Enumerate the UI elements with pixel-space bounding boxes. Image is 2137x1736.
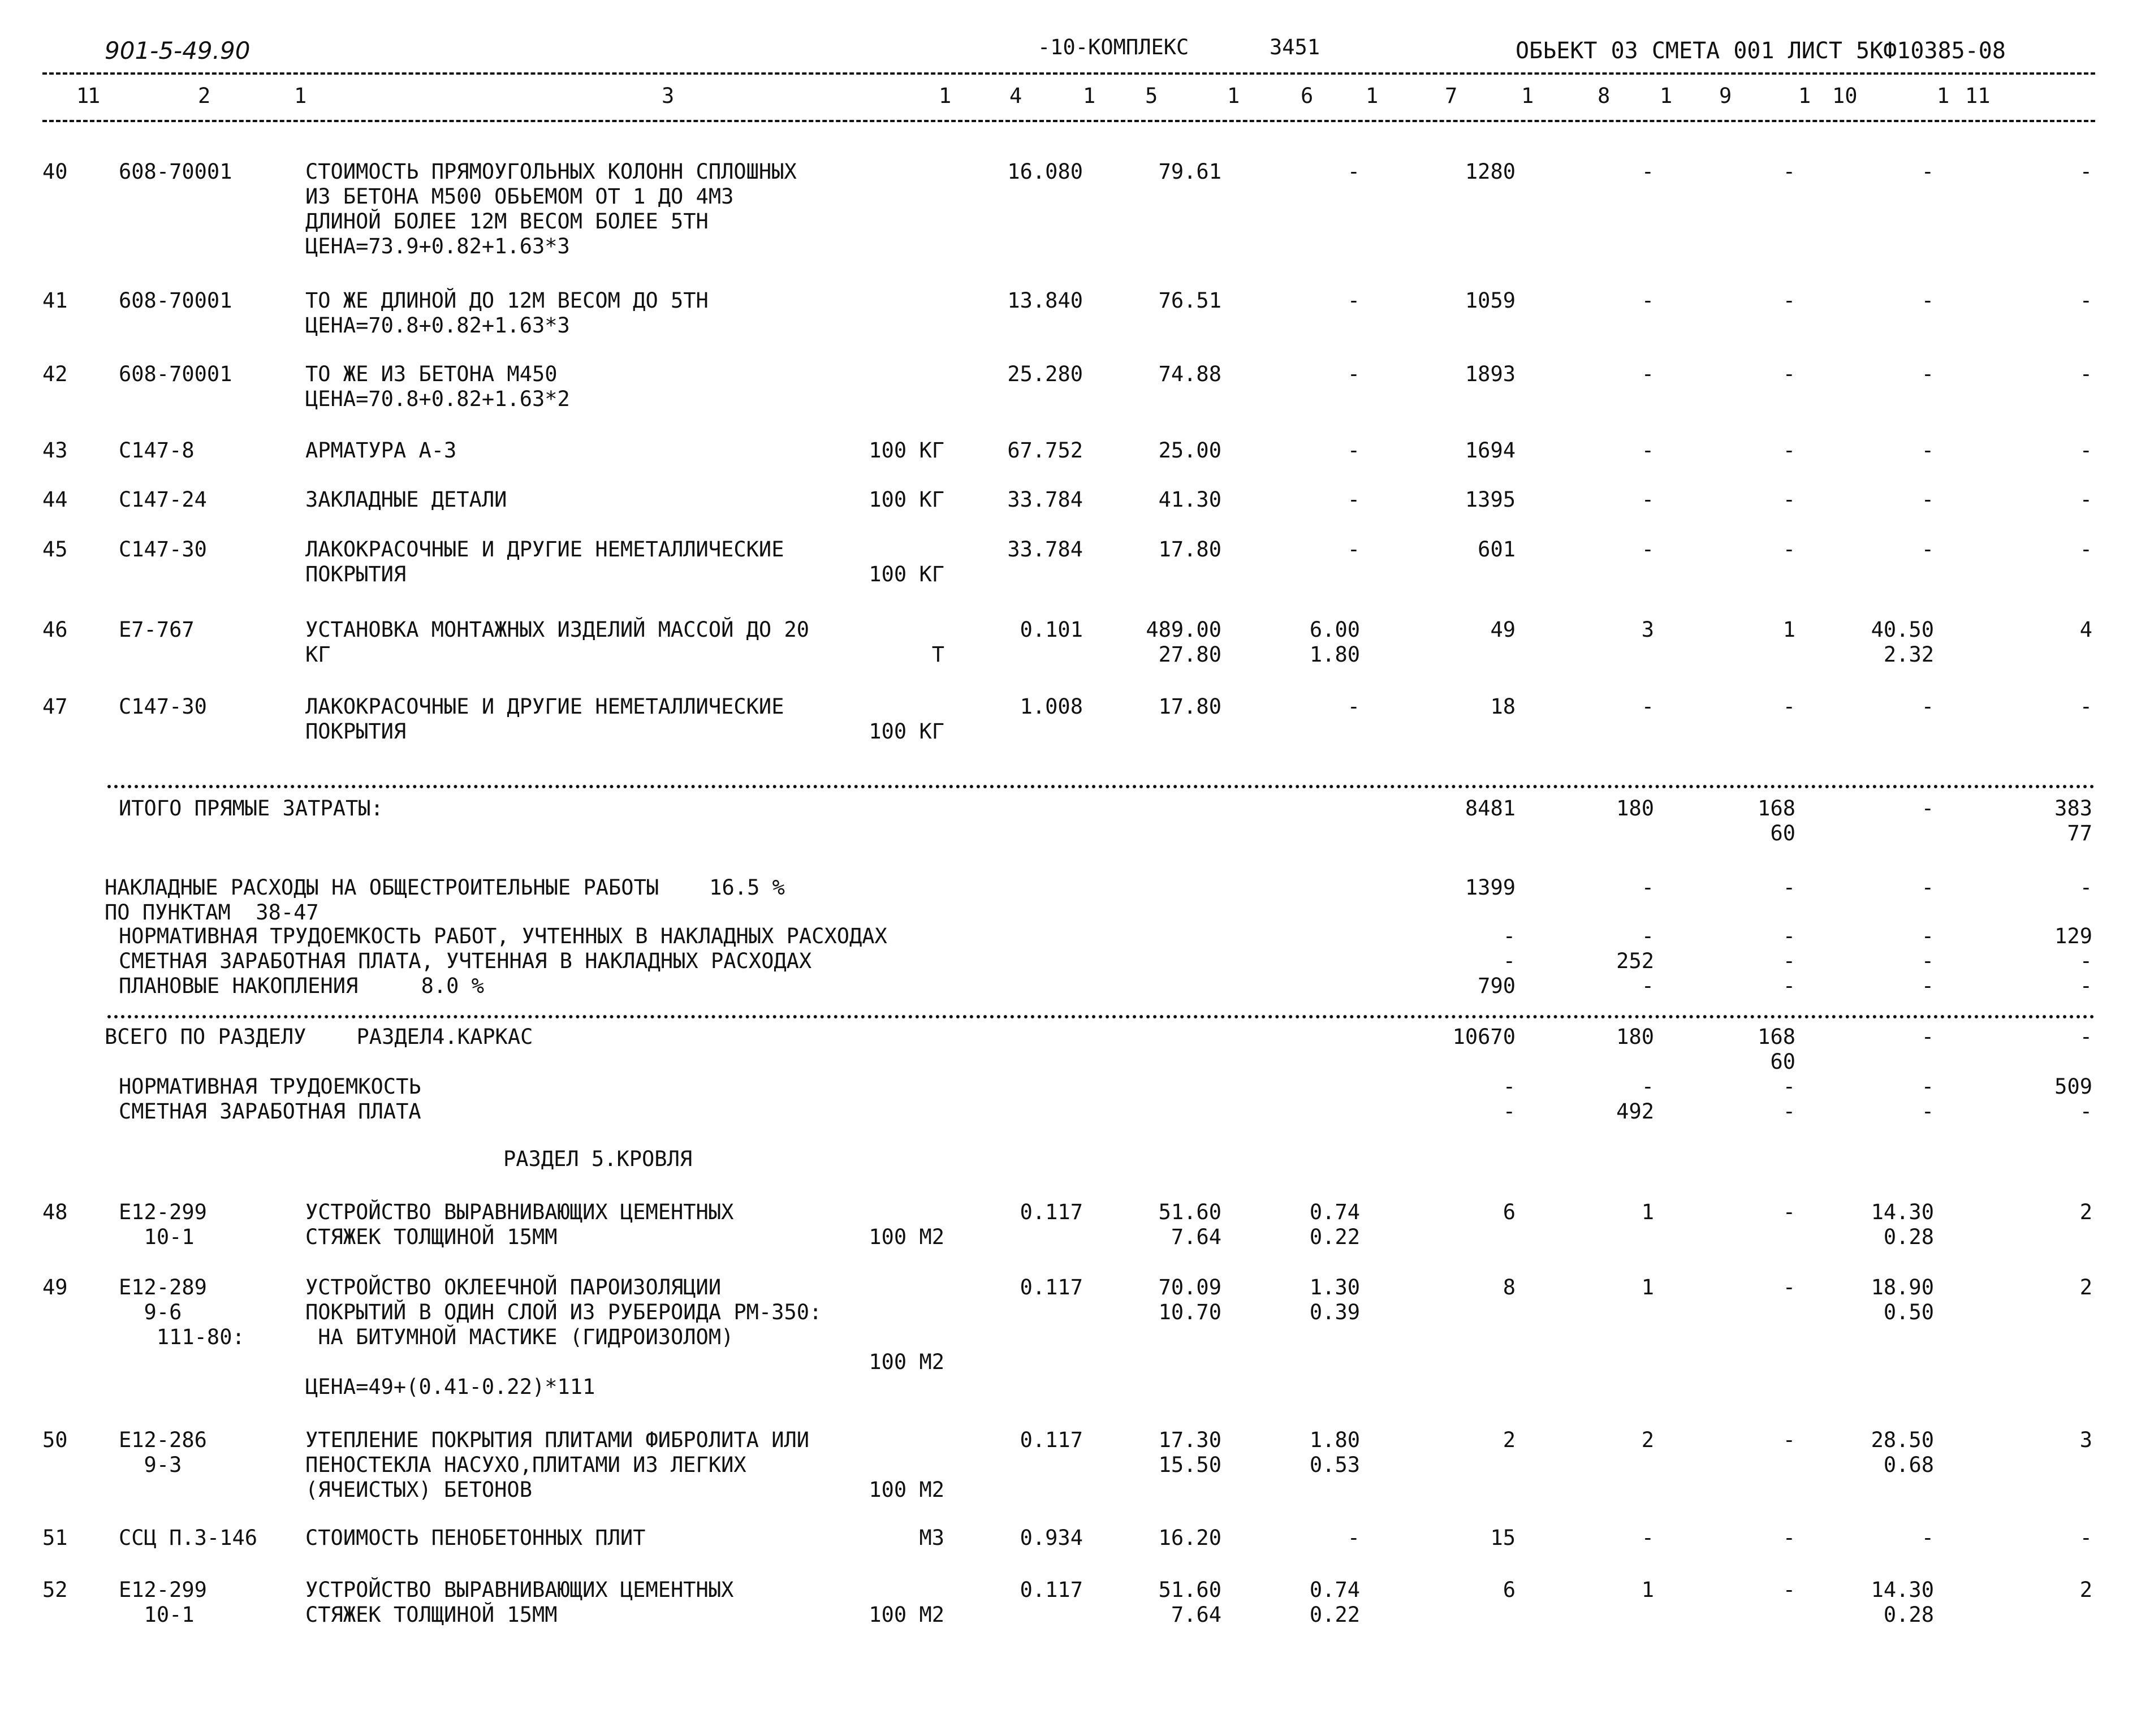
total-section-total-c8: 180 bbox=[1616, 1025, 1654, 1049]
row-value-c4: 0.934 bbox=[1020, 1526, 1083, 1550]
row-value-c9: - bbox=[1782, 438, 1795, 463]
row-value-c5: 25.00 bbox=[1158, 438, 1221, 463]
row-value-c6: 0.74 0.22 bbox=[1309, 1200, 1360, 1249]
row-value-c8: - bbox=[1641, 694, 1654, 719]
row-unit: 100 КГ bbox=[869, 487, 944, 512]
row-value-c5: 16.20 bbox=[1158, 1526, 1221, 1550]
row-value-c7: 2 bbox=[1503, 1428, 1516, 1452]
col-header-4: 4 bbox=[1009, 84, 1022, 108]
row-code: Е12-299 10-1 bbox=[119, 1578, 207, 1627]
row-value-c5: 489.00 27.80 bbox=[1146, 617, 1221, 667]
col-header-8: 8 bbox=[1598, 84, 1611, 108]
col-header-7: 7 bbox=[1445, 84, 1458, 108]
row-code: Е12-286 9-3 bbox=[119, 1428, 207, 1477]
row-code: ССЦ П.3-146 bbox=[119, 1526, 258, 1550]
row-description: ЛАКОКРАСОЧНЫЕ И ДРУГИЕ НЕМЕТАЛЛИЧЕСКИЕ ПОКРЫТИЯ bbox=[305, 537, 784, 586]
row-value-c10: 14.30 0.28 bbox=[1871, 1200, 1934, 1249]
dotted-rule-2 bbox=[107, 1015, 2095, 1018]
total-section-total-c9: 168 60 bbox=[1758, 1025, 1795, 1074]
total-section-total-c11: - bbox=[2079, 1025, 2092, 1049]
row-value-c5: 79.61 bbox=[1158, 159, 1221, 184]
row-description: СТОИМОСТЬ ПЕНОБЕТОННЫХ ПЛИТ bbox=[305, 1526, 646, 1550]
row-code: С147-30 bbox=[119, 694, 207, 719]
row-unit: 100 КГ bbox=[869, 438, 944, 463]
row-value-c9: - bbox=[1782, 362, 1795, 386]
row-unit: 100 КГ bbox=[869, 719, 944, 744]
row-number: 50 bbox=[42, 1428, 68, 1452]
total-overhead-c7: 1399 bbox=[1465, 875, 1516, 900]
row-value-c7: 6 bbox=[1503, 1578, 1516, 1602]
row-unit: 100 М2 bbox=[869, 1225, 944, 1249]
row-value-c11: 2 bbox=[2079, 1578, 2092, 1602]
row-unit: М3 bbox=[919, 1526, 944, 1550]
row-value-c5: 51.60 7.64 bbox=[1158, 1578, 1221, 1627]
row-value-c11: 2 bbox=[2079, 1275, 2092, 1299]
row-value-c8: - bbox=[1641, 362, 1654, 386]
row-unit: 100 М2 bbox=[869, 1350, 944, 1374]
col-header-2: 2 bbox=[198, 84, 211, 108]
row-value-c9: - bbox=[1782, 1275, 1795, 1299]
total-overhead-c9: - bbox=[1782, 875, 1795, 900]
col-header-5: 5 bbox=[1145, 84, 1158, 108]
row-description: АРМАТУРА А-3 bbox=[305, 438, 457, 463]
row-value-c11: - bbox=[2079, 362, 2092, 386]
row-description: ЛАКОКРАСОЧНЫЕ И ДРУГИЕ НЕМЕТАЛЛИЧЕСКИЕ ПОКРЫТИЯ bbox=[305, 694, 784, 744]
total-wage-label: СМЕТНАЯ ЗАРАБОТНАЯ ПЛАТА, УЧТЕННАЯ В НАКЛАДНЫХ РАСХОДАХ bbox=[119, 949, 812, 973]
row-value-c4: 0.117 bbox=[1020, 1578, 1083, 1602]
row-value-c4: 13.840 bbox=[1007, 288, 1083, 313]
row-code: С147-30 bbox=[119, 537, 207, 562]
row-value-c10: 18.90 0.50 bbox=[1871, 1275, 1934, 1324]
col-sep: 1 bbox=[294, 84, 307, 108]
row-value-c6: 1.80 0.53 bbox=[1309, 1428, 1360, 1477]
row-value-c4: 0.101 bbox=[1020, 617, 1083, 642]
row-number: 40 bbox=[42, 159, 68, 184]
col-sep: 1 bbox=[1521, 84, 1534, 108]
row-unit: 100 КГ bbox=[869, 562, 944, 586]
row-value-c4: 33.784 bbox=[1007, 537, 1083, 562]
row-value-c9: - bbox=[1782, 1428, 1795, 1452]
row-value-c9: - bbox=[1782, 487, 1795, 512]
row-value-c7: 1395 bbox=[1465, 487, 1516, 512]
row-value-c4: 16.080 bbox=[1007, 159, 1083, 184]
total-planned-c10: - bbox=[1921, 974, 1934, 998]
row-value-c9: - bbox=[1782, 537, 1795, 562]
total-overhead-c11: - bbox=[2079, 875, 2092, 900]
col-header-6: 6 bbox=[1301, 84, 1314, 108]
total-section-labor-label: НОРМАТИВНАЯ ТРУДОЕМКОСТЬ СМЕТНАЯ ЗАРАБОТНАЯ ПЛАТА bbox=[119, 1074, 421, 1124]
row-number: 48 bbox=[42, 1200, 68, 1224]
row-value-c8: - bbox=[1641, 438, 1654, 463]
col-sep: 1 bbox=[1227, 84, 1240, 108]
total-section-labor-c8: - 492 bbox=[1616, 1074, 1654, 1124]
row-number: 49 bbox=[42, 1275, 68, 1299]
row-value-c10: - bbox=[1921, 537, 1934, 562]
total-section-labor-c9: - - bbox=[1782, 1074, 1795, 1124]
row-value-c8: - bbox=[1641, 159, 1654, 184]
total-planned-c7: 790 bbox=[1478, 974, 1516, 998]
row-value-c10: - bbox=[1921, 288, 1934, 313]
total-planned-label: ПЛАНОВЫЕ НАКОПЛЕНИЯ 8.0 % bbox=[119, 974, 485, 998]
row-value-c8: 1 bbox=[1641, 1275, 1654, 1299]
col-header-1: 1 bbox=[76, 84, 89, 108]
total-wage-c10: - bbox=[1921, 949, 1934, 973]
total-wage-c7: - bbox=[1503, 949, 1516, 973]
total-direct-c9: 168 60 bbox=[1758, 796, 1795, 845]
row-value-c8: - bbox=[1641, 288, 1654, 313]
complex-number: 3451 bbox=[1270, 35, 1320, 59]
row-value-c6: 1.30 0.39 bbox=[1309, 1275, 1360, 1324]
document-code: 901-5-49.90 bbox=[105, 37, 251, 64]
row-value-c8: 1 bbox=[1641, 1578, 1654, 1602]
row-code: Е12-289 9-6 111-80: bbox=[119, 1275, 245, 1349]
row-value-c6: - bbox=[1347, 694, 1360, 719]
total-norm-labor-c7: - bbox=[1503, 924, 1516, 948]
row-value-c7: 601 bbox=[1478, 537, 1516, 562]
row-number: 52 bbox=[42, 1578, 68, 1602]
total-wage-c11: - bbox=[2079, 949, 2092, 973]
row-value-c10: - bbox=[1921, 159, 1934, 184]
row-value-c6: 6.00 1.80 bbox=[1309, 617, 1360, 667]
total-section-total-c10: - bbox=[1921, 1025, 1934, 1049]
row-value-c10: - bbox=[1921, 694, 1934, 719]
row-value-c8: - bbox=[1641, 1526, 1654, 1550]
header-rule-top bbox=[42, 72, 2095, 75]
total-wage-c9: - bbox=[1782, 949, 1795, 973]
row-value-c5: 51.60 7.64 bbox=[1158, 1200, 1221, 1249]
row-value-c9: 1 bbox=[1782, 617, 1795, 642]
row-value-c11: 2 bbox=[2079, 1200, 2092, 1224]
row-value-c5: 76.51 bbox=[1158, 288, 1221, 313]
total-section-labor-c11: 509 - bbox=[2054, 1074, 2092, 1124]
row-code: Е7-767 bbox=[119, 617, 195, 642]
row-code: Е12-299 10-1 bbox=[119, 1200, 207, 1249]
row-code: 608-70001 bbox=[119, 159, 232, 184]
row-code: С147-8 bbox=[119, 438, 195, 463]
row-value-c6: - bbox=[1347, 288, 1360, 313]
row-value-c4: 0.117 bbox=[1020, 1428, 1083, 1452]
row-code: 608-70001 bbox=[119, 288, 232, 313]
total-section-labor-c7: - - bbox=[1503, 1074, 1516, 1124]
row-description: УТЕПЛЕНИЕ ПОКРЫТИЯ ПЛИТАМИ ФИБРОЛИТА ИЛИ ПЕНОСТЕКЛА НАСУХО,ПЛИТАМИ ИЗ ЛЕГКИХ (ЯЧЕИСТЫХ) БЕТОНОВ bbox=[305, 1428, 810, 1502]
row-value-c5: 74.88 bbox=[1158, 362, 1221, 386]
row-value-c10: - bbox=[1921, 487, 1934, 512]
col-header-11: 11 bbox=[1965, 84, 1991, 108]
row-number: 46 bbox=[42, 617, 68, 642]
row-value-c11: - bbox=[2079, 694, 2092, 719]
col-header-3: 3 bbox=[662, 84, 675, 108]
total-overhead-c8: - bbox=[1641, 875, 1654, 900]
row-value-c10: - bbox=[1921, 1526, 1934, 1550]
row-value-c4: 1.008 bbox=[1020, 694, 1083, 719]
row-value-c11: - bbox=[2079, 288, 2092, 313]
row-value-c9: - bbox=[1782, 1200, 1795, 1224]
row-value-c9: - bbox=[1782, 1526, 1795, 1550]
col-sep: 1 bbox=[1937, 84, 1950, 108]
row-value-c11: 3 bbox=[2079, 1428, 2092, 1452]
row-number: 47 bbox=[42, 694, 68, 719]
row-description: СТОИМОСТЬ ПРЯМОУГОЛЬНЫХ КОЛОНН СПЛОШНЫХ ИЗ БЕТОНА М500 ОБЬЕМОМ ОТ 1 ДО 4М3 ДЛИНОЙ БОЛЕЕ 12М ВЕСОМ БОЛЕЕ 5ТН ЦЕНА=73.9+0.82+1.63*3 bbox=[305, 159, 797, 258]
row-description: УСТАНОВКА МОНТАЖНЫХ ИЗДЕЛИЙ МАССОЙ ДО 20 КГ bbox=[305, 617, 810, 667]
row-value-c10: 14.30 0.28 bbox=[1871, 1578, 1934, 1627]
total-norm-labor-c10: - bbox=[1921, 924, 1934, 948]
col-sep: 1 bbox=[1366, 84, 1379, 108]
total-overhead-label: НАКЛАДНЫЕ РАСХОДЫ НА ОБЩЕСТРОИТЕЛЬНЫЕ РАБОТЫ 16.5 % ПО ПУНКТАМ 38-47 bbox=[105, 875, 785, 925]
object-info: ОБЬЕКТ 03 СМЕТА 001 ЛИСТ 5КФ10385-08 bbox=[1516, 38, 2006, 64]
row-description: УСТРОЙСТВО ОКЛЕЕЧНОЙ ПАРОИЗОЛЯЦИИ ПОКРЫТИЙ В ОДИН СЛОЙ ИЗ РУБЕРОИДА РМ-350: НА БИТУМНОЙ МАСТИКЕ (ГИДРОИЗОЛОМ) ЦЕНА=49+(0.41-0.22)*111 bbox=[305, 1275, 822, 1399]
row-value-c4: 0.117 bbox=[1020, 1275, 1083, 1299]
col-header-9: 9 bbox=[1719, 84, 1732, 108]
row-number: 43 bbox=[42, 438, 68, 463]
row-value-c5: 70.09 10.70 bbox=[1158, 1275, 1221, 1324]
row-value-c5: 41.30 bbox=[1158, 487, 1221, 512]
row-number: 51 bbox=[42, 1526, 68, 1550]
section5-title: РАЗДЕЛ 5.КРОВЛЯ bbox=[503, 1147, 693, 1171]
row-value-c4: 25.280 bbox=[1007, 362, 1083, 386]
row-value-c11: 4 bbox=[2079, 617, 2092, 642]
total-direct-c7: 8481 bbox=[1465, 796, 1516, 821]
total-norm-labor-c9: - bbox=[1782, 924, 1795, 948]
row-number: 45 bbox=[42, 537, 68, 562]
row-description: УСТРОЙСТВО ВЫРАВНИВАЮЩИХ ЦЕМЕНТНЫХ СТЯЖЕК ТОЛЩИНОЙ 15ММ bbox=[305, 1200, 734, 1249]
row-unit: 100 М2 bbox=[869, 1478, 944, 1502]
total-direct-label: ИТОГО ПРЯМЫЕ ЗАТРАТЫ: bbox=[119, 796, 383, 821]
row-value-c10: - bbox=[1921, 362, 1934, 386]
row-value-c7: 18 bbox=[1490, 694, 1516, 719]
total-direct-c11: 383 77 bbox=[2054, 796, 2092, 845]
total-section-labor-c10: - - bbox=[1921, 1074, 1934, 1124]
row-value-c9: - bbox=[1782, 159, 1795, 184]
row-value-c10: - bbox=[1921, 438, 1934, 463]
row-value-c7: 49 bbox=[1490, 617, 1516, 642]
row-value-c9: - bbox=[1782, 694, 1795, 719]
row-value-c7: 1280 bbox=[1465, 159, 1516, 184]
row-value-c6: - bbox=[1347, 487, 1360, 512]
col-sep: 1 bbox=[1083, 84, 1096, 108]
row-value-c11: - bbox=[2079, 487, 2092, 512]
row-value-c11: - bbox=[2079, 438, 2092, 463]
row-value-c6: - bbox=[1347, 362, 1360, 386]
row-value-c6: - bbox=[1347, 537, 1360, 562]
total-wage-c8: 252 bbox=[1616, 949, 1654, 973]
row-unit: Т bbox=[931, 642, 944, 667]
row-value-c7: 6 bbox=[1503, 1200, 1516, 1224]
complex-label: -10-КОМПЛЕКС bbox=[1038, 35, 1189, 59]
header-rule-bottom bbox=[42, 120, 2095, 122]
total-direct-c10: - bbox=[1921, 796, 1934, 821]
row-description: ЗАКЛАДНЫЕ ДЕТАЛИ bbox=[305, 487, 507, 512]
row-number: 42 bbox=[42, 362, 68, 386]
row-code: 608-70001 bbox=[119, 362, 232, 386]
row-value-c6: - bbox=[1347, 159, 1360, 184]
row-value-c11: - bbox=[2079, 159, 2092, 184]
total-overhead-c10: - bbox=[1921, 875, 1934, 900]
row-value-c7: 15 bbox=[1490, 1526, 1516, 1550]
col-sep: 1 bbox=[939, 84, 952, 108]
total-direct-c8: 180 bbox=[1616, 796, 1654, 821]
row-number: 44 bbox=[42, 487, 68, 512]
row-value-c8: - bbox=[1641, 537, 1654, 562]
row-value-c6: 0.74 0.22 bbox=[1309, 1578, 1360, 1627]
row-value-c4: 33.784 bbox=[1007, 487, 1083, 512]
row-value-c8: 2 bbox=[1641, 1428, 1654, 1452]
row-description: ТО ЖЕ ИЗ БЕТОНА М450 ЦЕНА=70.8+0.82+1.63*2 bbox=[305, 362, 570, 411]
total-section-total-label: ВСЕГО ПО РАЗДЕЛУ РАЗДЕЛ4.КАРКАС bbox=[105, 1025, 533, 1049]
total-norm-labor-label: НОРМАТИВНАЯ ТРУДОЕМКОСТЬ РАБОТ, УЧТЕННЫХ В НАКЛАДНЫХ РАСХОДАХ bbox=[119, 924, 887, 948]
row-unit: 100 М2 bbox=[869, 1603, 944, 1627]
row-code: С147-24 bbox=[119, 487, 207, 512]
row-description: ТО ЖЕ ДЛИНОЙ ДО 12М ВЕСОМ ДО 5ТН ЦЕНА=70.8+0.82+1.63*3 bbox=[305, 288, 709, 338]
row-value-c9: - bbox=[1782, 288, 1795, 313]
row-description: УСТРОЙСТВО ВЫРАВНИВАЮЩИХ ЦЕМЕНТНЫХ СТЯЖЕК ТОЛЩИНОЙ 15ММ bbox=[305, 1578, 734, 1627]
total-planned-c8: - bbox=[1641, 974, 1654, 998]
row-value-c10: 28.50 0.68 bbox=[1871, 1428, 1934, 1477]
row-number: 41 bbox=[42, 288, 68, 313]
row-value-c10: 40.50 2.32 bbox=[1871, 617, 1934, 667]
col-header-10: 10 bbox=[1832, 84, 1858, 108]
row-value-c4: 67.752 bbox=[1007, 438, 1083, 463]
total-norm-labor-c8: - bbox=[1641, 924, 1654, 948]
total-planned-c9: - bbox=[1782, 974, 1795, 998]
row-value-c11: - bbox=[2079, 537, 2092, 562]
row-value-c6: - bbox=[1347, 1526, 1360, 1550]
total-norm-labor-c11: 129 bbox=[2054, 924, 2092, 948]
row-value-c9: - bbox=[1782, 1578, 1795, 1602]
dotted-rule-1 bbox=[107, 785, 2095, 788]
col-sep: 1 bbox=[1798, 84, 1811, 108]
row-value-c6: - bbox=[1347, 438, 1360, 463]
row-value-c5: 17.30 15.50 bbox=[1158, 1428, 1221, 1477]
col-sep: 1 bbox=[88, 84, 101, 108]
row-value-c5: 17.80 bbox=[1158, 537, 1221, 562]
total-planned-c11: - bbox=[2079, 974, 2092, 998]
row-value-c11: - bbox=[2079, 1526, 2092, 1550]
row-value-c8: 3 bbox=[1641, 617, 1654, 642]
total-section-total-c7: 10670 bbox=[1452, 1025, 1516, 1049]
row-value-c8: 1 bbox=[1641, 1200, 1654, 1224]
col-sep: 1 bbox=[1660, 84, 1673, 108]
row-value-c5: 17.80 bbox=[1158, 694, 1221, 719]
row-value-c7: 1893 bbox=[1465, 362, 1516, 386]
row-value-c8: - bbox=[1641, 487, 1654, 512]
row-value-c4: 0.117 bbox=[1020, 1200, 1083, 1224]
row-value-c7: 1059 bbox=[1465, 288, 1516, 313]
row-value-c7: 8 bbox=[1503, 1275, 1516, 1299]
row-value-c7: 1694 bbox=[1465, 438, 1516, 463]
